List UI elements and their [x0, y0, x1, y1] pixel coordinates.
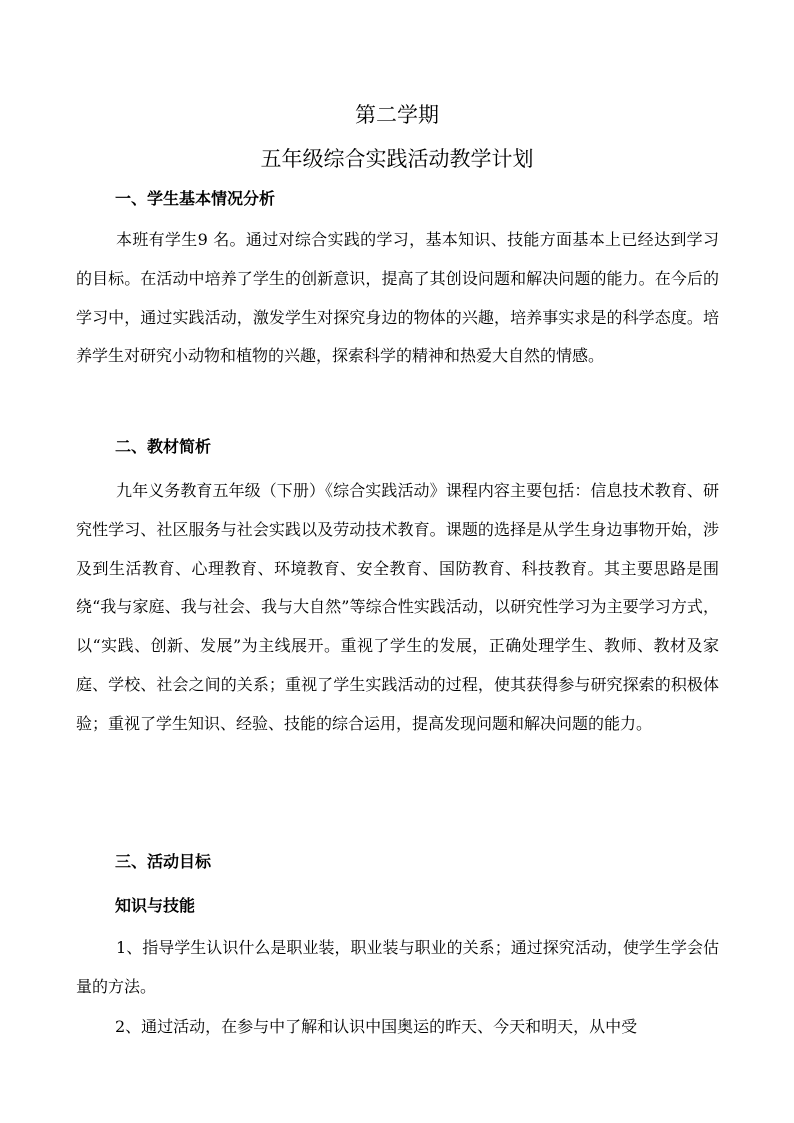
- section-heading-goals: 三、活动目标: [115, 852, 212, 871]
- document-title-plan: 五年级综合实践活动教学计划: [260, 147, 534, 171]
- section-heading-student-analysis: 一、学生基本情况分析: [115, 189, 276, 208]
- section-paragraph-textbook: 九年义务教育五年级（下册）《综合实践活动》课程内容主要包括：信息技术教育、研究性学习、社区服务与社会实践以及劳动技术教育。课题的选择是从学生身边事物开始，涉及到生活教育、心理教育、环境教育、安全教育、国防教育、科技教育。其主要思路是围绕“我与家庭、我与社会、我与大自然”等综合性实践活动，以研究性学习为主要学习方式，以“实践、创新、发展”为主线展开。重视了学生的发展，正确处理学生、教师、教材及家庭、学校、社会之间的关系；重视了学生实践活动的过程，使其获得参与研究探索的积极体验；重视了学生知识、经验、技能的综合运用，提高发现问题和解决问题的能力。: [76, 481, 719, 733]
- goal-item-1: 1、指导学生认识什么是职业装，职业装与职业的关系；通过探究活动，使学生学会估量的方法。: [76, 938, 719, 996]
- goal-item-2: 2、通过活动，在参与中了解和认识中国奥运的昨天、今天和明天，从中受: [115, 1017, 638, 1036]
- document-title-semester: 第二学期: [355, 103, 439, 127]
- section-heading-textbook: 二、教材简析: [115, 437, 212, 456]
- subsection-heading-knowledge-skills: 知识与技能: [115, 896, 196, 915]
- section-paragraph-student-analysis: 本班有学生9 名。通过对综合实践的学习，基本知识、技能方面基本上已经达到学习的目标。在活动中培养了学生的创新意识，提高了其创设问题和解决问题的能力。在今后的学习中，通过实践活动，激发学生对探究身边的物体的兴趣，培养事实求是的科学态度。培养学生对研究小动物和植物的兴趣，探索科学的精神和热爱大自然的情感。: [76, 230, 719, 366]
